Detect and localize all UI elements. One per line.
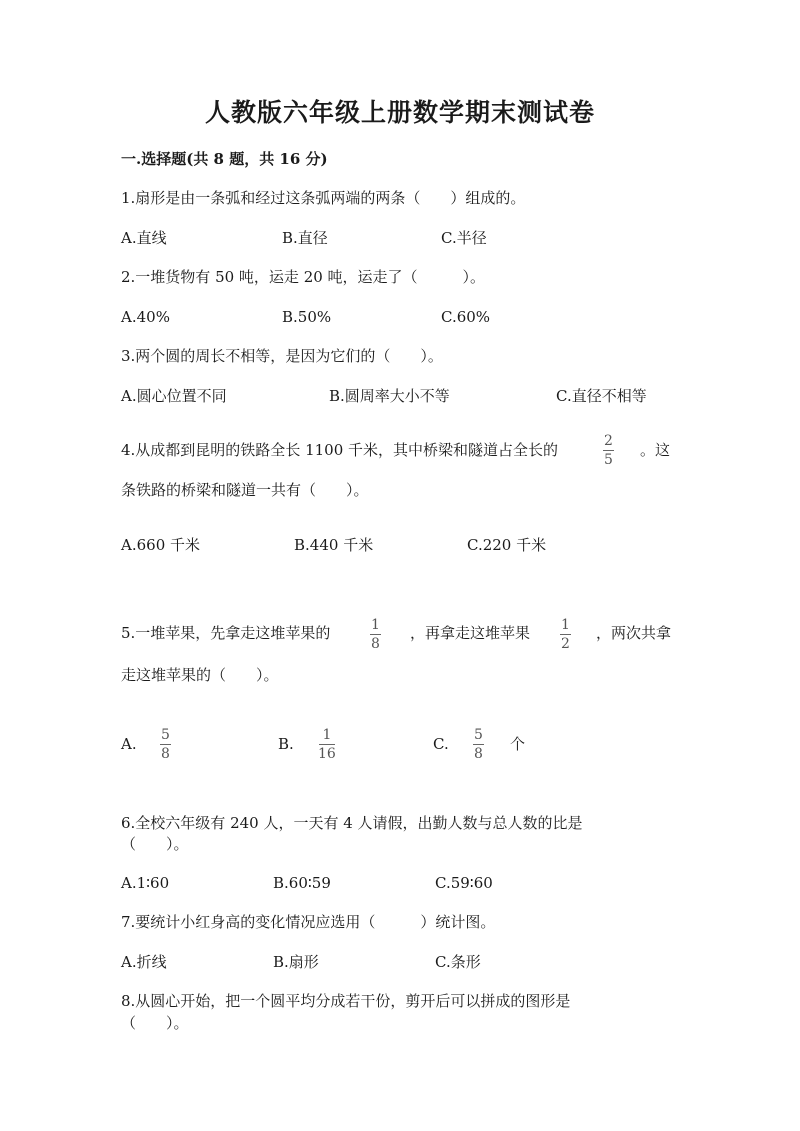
fraction-numerator: 2 xyxy=(604,433,613,449)
question-5-stem-line2: 走这堆苹果的（ ）。 xyxy=(121,666,279,684)
question-7-stem: 7.要统计小红身高的变化情况应选用（ ）统计图。 xyxy=(121,913,496,931)
question-4-stem-part2: 。这 xyxy=(640,441,671,459)
question-4-option-b: B.440 千米 xyxy=(294,536,374,554)
fraction-bar xyxy=(560,634,571,635)
question-5-option-c-label: C. xyxy=(433,735,449,753)
question-5-option-b-label: B. xyxy=(278,735,294,753)
question-4-stem-part1: 4.从成都到昆明的铁路全长 1100 千米，其中桥梁和隧道占全长的 xyxy=(121,441,559,459)
fraction-bar xyxy=(473,744,484,745)
fraction-denominator: 2 xyxy=(561,636,570,652)
question-5-option-c-fraction xyxy=(473,728,484,762)
question-2-option-c: C.60% xyxy=(441,308,491,326)
question-4-option-a: A.660 千米 xyxy=(121,536,200,554)
question-5-option-a-label: A. xyxy=(121,735,137,753)
fraction-bar xyxy=(370,634,381,635)
fraction-denominator: 16 xyxy=(318,746,336,762)
question-4-fraction xyxy=(603,434,614,468)
fraction-denominator: 8 xyxy=(161,746,170,762)
question-2-stem: 2.一堆货物有 50 吨，运走 20 吨，运走了（ ）。 xyxy=(121,268,486,286)
question-5-option-b-fraction xyxy=(318,728,336,762)
question-6-stem-line2: （ ）。 xyxy=(121,835,189,853)
section-heading: 一.选择题(共 8 题，共 16 分) xyxy=(121,150,328,168)
question-5-option-c-suffix: 个 xyxy=(510,735,526,753)
question-3-option-b: B.圆周率大小不等 xyxy=(329,387,450,405)
question-7-option-c: C.条形 xyxy=(435,953,481,971)
fraction-bar xyxy=(319,744,335,745)
question-5-stem-part3: ，两次共拿 xyxy=(596,624,672,642)
question-6-stem: 6.全校六年级有 240 人，一天有 4 人请假，出勤人数与总人数的比是 xyxy=(121,814,583,832)
question-3-option-c: C.直径不相等 xyxy=(556,387,647,405)
question-6-option-c: C.59∶60 xyxy=(435,874,493,892)
question-6-option-b: B.60∶59 xyxy=(273,874,331,892)
question-5-fraction-2 xyxy=(560,618,571,652)
fraction-numerator: 1 xyxy=(561,617,570,633)
question-3-stem: 3.两个圆的周长不相等，是因为它们的（ ）。 xyxy=(121,347,443,365)
question-2-option-b: B.50% xyxy=(282,308,332,326)
question-1-option-a: A.直线 xyxy=(121,229,167,247)
fraction-numerator: 5 xyxy=(474,727,483,743)
fraction-numerator: 1 xyxy=(371,617,380,633)
question-1-option-c: C.半径 xyxy=(441,229,487,247)
question-5-stem-part2: ，再拿走这堆苹果 xyxy=(410,624,531,642)
fraction-denominator: 5 xyxy=(604,452,613,468)
question-1-stem: 1.扇形是由一条弧和经过这条弧两端的两条（ ）组成的。 xyxy=(121,189,526,207)
page-title: 人教版六年级上册数学期末测试卷 xyxy=(204,98,595,127)
fraction-bar xyxy=(160,744,171,745)
question-8-stem: 8.从圆心开始，把一个圆平均分成若干份，剪开后可以拼成的图形是 xyxy=(121,992,571,1010)
question-4-stem-line2: 条铁路的桥梁和隧道一共有（ ）。 xyxy=(121,481,369,499)
question-6-option-a: A.1∶60 xyxy=(121,874,170,892)
question-7-option-a: A.折线 xyxy=(121,953,167,971)
question-7-option-b: B.扇形 xyxy=(273,953,319,971)
question-5-fraction-1 xyxy=(370,618,381,652)
fraction-denominator: 8 xyxy=(474,746,483,762)
question-5-option-a-fraction xyxy=(160,728,171,762)
question-8-stem-line2: （ ）。 xyxy=(121,1014,189,1032)
question-1-option-b: B.直径 xyxy=(282,229,328,247)
question-2-option-a: A.40% xyxy=(121,308,170,326)
fraction-denominator: 8 xyxy=(371,636,380,652)
fraction-numerator: 5 xyxy=(161,727,170,743)
question-4-option-c: C.220 千米 xyxy=(467,536,547,554)
fraction-bar xyxy=(603,450,614,451)
question-3-option-a: A.圆心位置不同 xyxy=(121,387,227,405)
fraction-numerator: 1 xyxy=(322,727,332,743)
question-5-stem-part1: 5.一堆苹果，先拿走这堆苹果的 xyxy=(121,624,331,642)
